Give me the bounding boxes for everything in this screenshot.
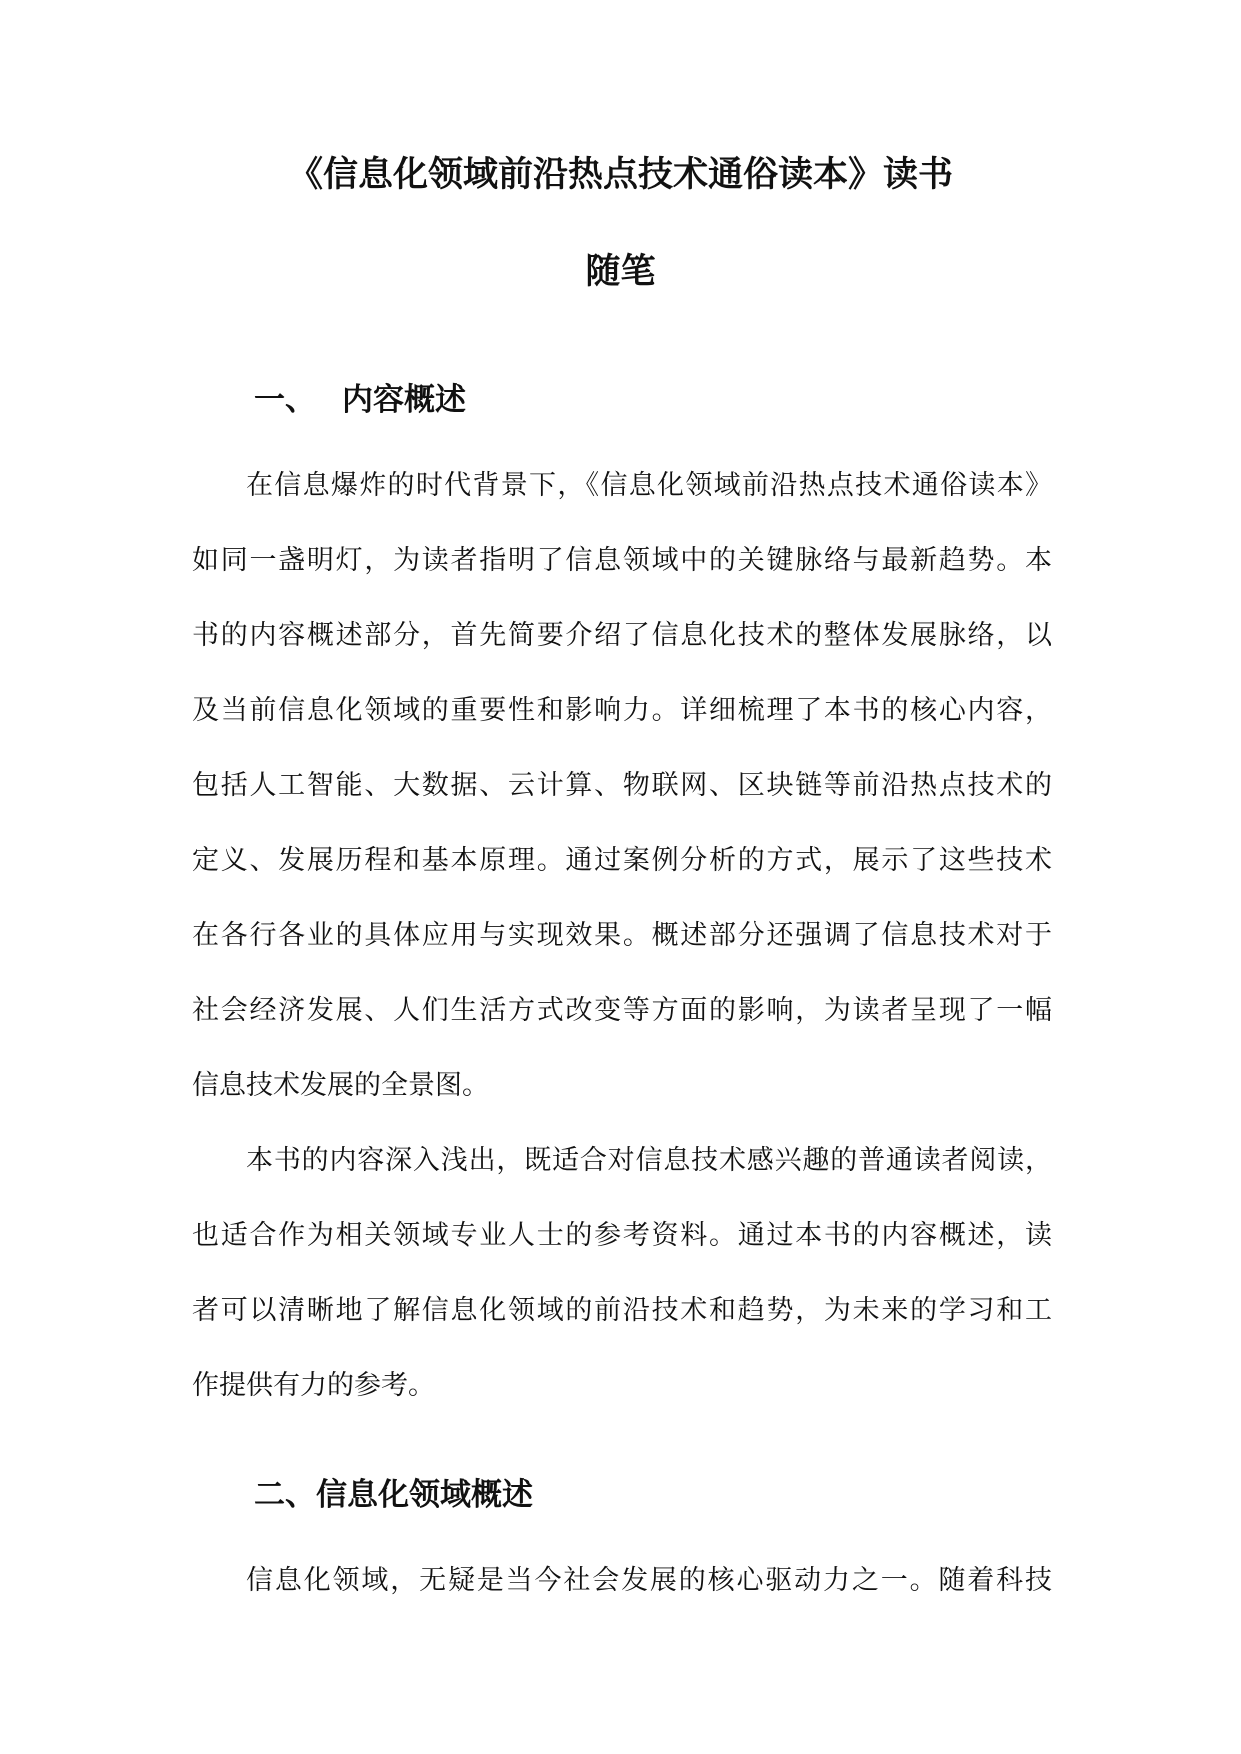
paragraph-line: 在各行各业的具体应用与实现效果。概述部分还强调了信息技术对于 [192,920,1052,951]
paragraph-line: 在信息爆炸的时代背景下，《信息化领域前沿热点技术通俗读本》 [246,470,1052,501]
paragraph-line: 信息技术发展的全景图。 [192,1070,489,1101]
section-heading-content-overview [254,380,466,420]
paragraph-line: 本书的内容深入浅出，既适合对信息技术感兴趣的普通读者阅读， [246,1145,1052,1176]
section-heading-informatization-overview [254,1475,533,1515]
paragraph-line: 定义、发展历程和基本原理。通过案例分析的方式，展示了这些技术 [192,845,1052,876]
paragraph [192,1543,1052,1618]
document-title-line-2: 随笔 [585,252,656,292]
paragraph-line: 社会经济发展、人们生活方式改变等方面的影响，为读者呈现了一幅 [192,995,1052,1026]
paragraph [192,448,1052,1123]
paragraph-line: 作提供有力的参考。 [192,1370,435,1401]
section-number: 一、 [254,382,316,418]
paragraph-line: 书的内容概述部分，首先简要介绍了信息化技术的整体发展脉络，以 [192,620,1052,651]
document-title-line-1: 《信息化领域前沿热点技术通俗读本》读书 [287,155,953,195]
paragraph-line: 也适合作为相关领域专业人士的参考资料。通过本书的内容概述，读 [192,1220,1052,1251]
paragraph [192,1123,1052,1423]
paragraph-line: 信息化领域，无疑是当今社会发展的核心驱动力之一。随着科技 [246,1565,1052,1596]
section-title: 内容概述 [342,382,466,418]
paragraph-line: 包括人工智能、大数据、云计算、物联网、区块链等前沿热点技术的 [192,770,1052,801]
section-title: 信息化领域概述 [316,1477,533,1513]
paragraph-line: 及当前信息化领域的重要性和影响力。详细梳理了本书的核心内容， [192,695,1052,726]
section-number: 二、 [254,1477,316,1513]
paragraph-line: 如同一盏明灯，为读者指明了信息领域中的关键脉络与最新趋势。本 [192,545,1052,576]
paragraph-line: 者可以清晰地了解信息化领域的前沿技术和趋势，为未来的学习和工 [192,1295,1052,1326]
